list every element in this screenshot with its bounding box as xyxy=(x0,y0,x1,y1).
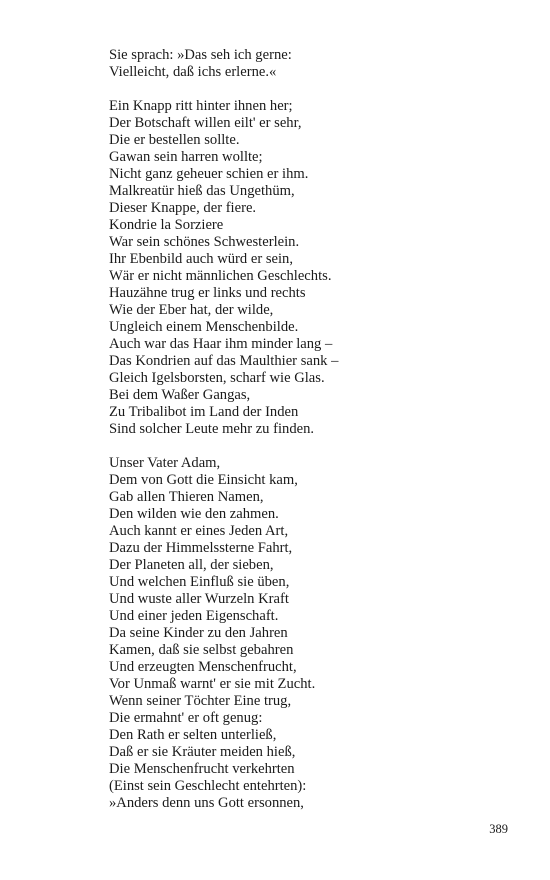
verse-line: Wär er nicht männlichen Geschlechts. xyxy=(109,268,332,284)
verse-line: Da seine Kinder zu den Jahren xyxy=(109,625,288,641)
verse-line: Vielleicht, daß ichs erlerne.« xyxy=(109,64,277,80)
verse-line: Und welchen Einfluß sie üben, xyxy=(109,574,290,590)
stanza-3 xyxy=(109,455,529,812)
verse-line: Wie der Eber hat, der wilde, xyxy=(109,302,274,318)
verse-line: War sein schönes Schwesterlein. xyxy=(109,234,300,250)
verse-line: Gab allen Thieren Namen, xyxy=(109,489,264,505)
verse-line: Kondrie la Sorziere xyxy=(109,217,224,233)
verse-line: Dazu der Himmelssterne Fahrt, xyxy=(109,540,293,556)
verse-line: Der Planeten all, der sieben, xyxy=(109,557,274,573)
poem-text xyxy=(109,47,529,829)
verse-line: Wenn seiner Töchter Eine trug, xyxy=(109,693,292,709)
verse-line: (Einst sein Geschlecht entehrten): xyxy=(109,778,307,794)
stanza-1 xyxy=(109,47,529,81)
verse-line: Die ermahnt' er oft genug: xyxy=(109,710,263,726)
verse-line: »Anders denn uns Gott ersonnen, xyxy=(109,795,304,811)
verse-line: Ungleich einem Menschenbilde. xyxy=(109,319,299,335)
verse-line: Kamen, daß sie selbst gebahren xyxy=(109,642,294,658)
verse-line: Den wilden wie den zahmen. xyxy=(109,506,279,522)
verse-line: Daß er sie Kräuter meiden hieß, xyxy=(109,744,296,760)
verse-line: Die Menschenfrucht verkehrten xyxy=(109,761,295,777)
verse-line: Sie sprach: »Das seh ich gerne: xyxy=(109,47,292,63)
verse-line: Nicht ganz geheuer schien er ihm. xyxy=(109,166,309,182)
verse-line: Unser Vater Adam, xyxy=(109,455,221,471)
verse-line: Und wuste aller Wurzeln Kraft xyxy=(109,591,289,607)
verse-line: Den Rath er selten unterließ, xyxy=(109,727,277,743)
verse-line: Ihr Ebenbild auch würd er sein, xyxy=(109,251,293,267)
verse-line: Vor Unmaß warnt' er sie mit Zucht. xyxy=(109,676,316,692)
verse-line: Auch war das Haar ihm minder lang – xyxy=(109,336,333,352)
verse-line: Die er bestellen sollte. xyxy=(109,132,240,148)
stanza-2 xyxy=(109,98,529,438)
verse-line: Der Botschaft willen eilt' er sehr, xyxy=(109,115,302,131)
verse-line: Das Kondrien auf das Maulthier sank – xyxy=(109,353,339,369)
verse-line: Zu Tribalibot im Land der Inden xyxy=(109,404,299,420)
verse-line: Gawan sein harren wollte; xyxy=(109,149,263,165)
verse-line: Dem von Gott die Einsicht kam, xyxy=(109,472,298,488)
verse-line: Malkreatür hieß das Ungethüm, xyxy=(109,183,295,199)
verse-line: Dieser Knappe, der fiere. xyxy=(109,200,257,216)
verse-line: Ein Knapp ritt hinter ihnen her; xyxy=(109,98,293,114)
verse-line: Und einer jeden Eigenschaft. xyxy=(109,608,279,624)
verse-line: Und erzeugten Menschenfrucht, xyxy=(109,659,297,675)
verse-line: Auch kannt er eines Jeden Art, xyxy=(109,523,289,539)
verse-line: Sind solcher Leute mehr zu finden. xyxy=(109,421,315,437)
verse-line: Gleich Igelsborsten, scharf wie Glas. xyxy=(109,370,325,386)
page-number: 389 xyxy=(489,822,508,836)
verse-line: Bei dem Waßer Gangas, xyxy=(109,387,251,403)
verse-line: Hauzähne trug er links und rechts xyxy=(109,285,306,301)
